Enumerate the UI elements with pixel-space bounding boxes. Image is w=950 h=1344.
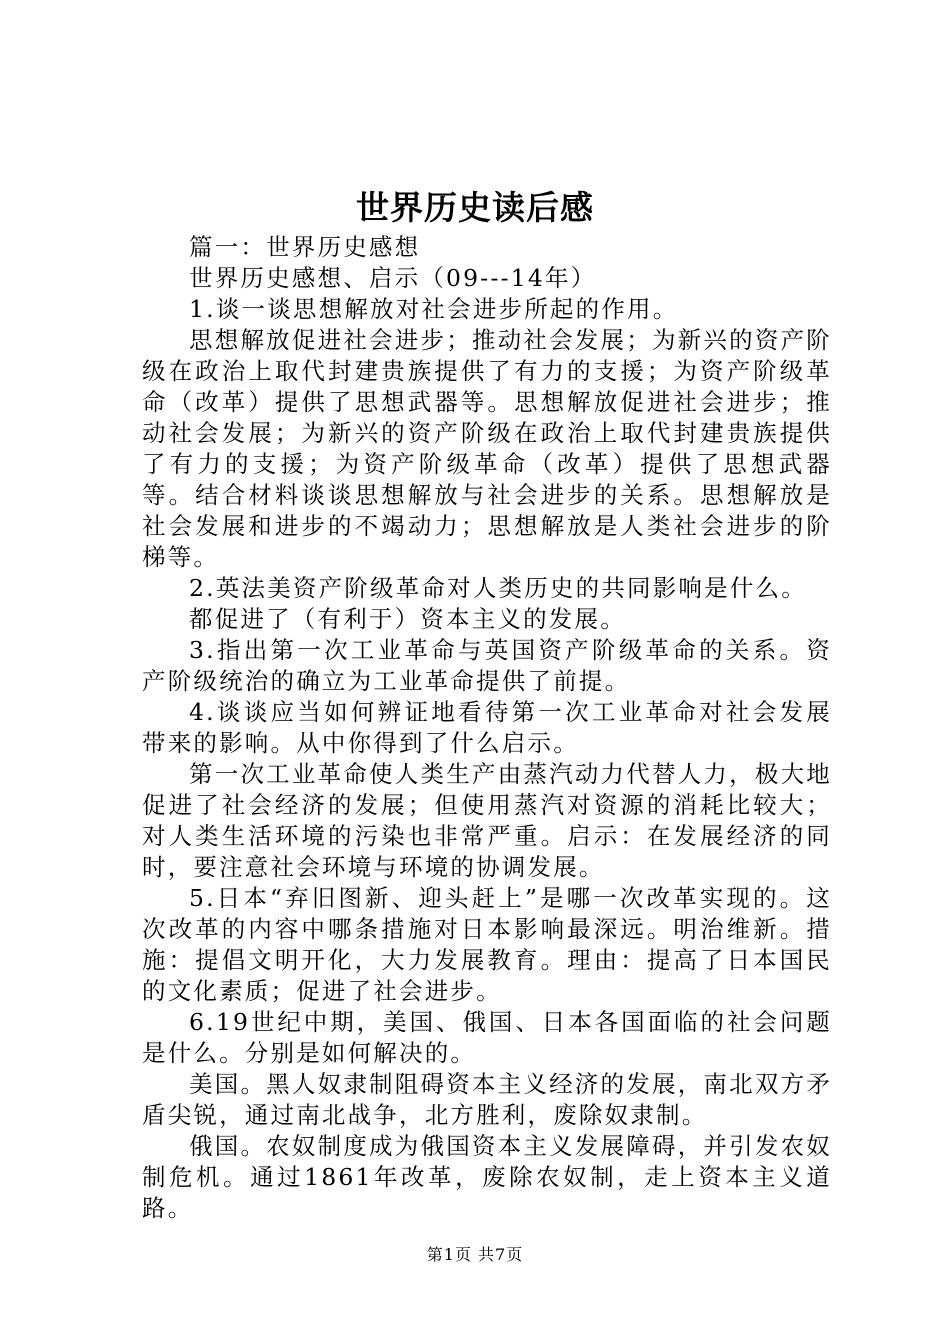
paragraph: 6.19世纪中期，美国、俄国、日本各国面临的社会问题是什么。分别是如何解决的。 <box>142 1008 832 1067</box>
paragraph: 4.谈谈应当如何辨证地看待第一次工业革命对社会发展带来的影响。从中你得到了什么启示。 <box>142 698 832 757</box>
paragraph: 1.谈一谈思想解放对社会进步所起的作用。 <box>189 295 679 323</box>
paragraph: 都促进了（有利于）资本主义的发展。 <box>189 605 626 633</box>
paragraph: 思想解放促进社会进步；推动社会发展；为新兴的资产阶级在政治上取代封建贵族提供了有力的支援；为资产阶级革命（改革）提供了思想武器等。思想解放促进社会进步；推动社会发展；为新兴的资产阶级在政治上取代封建贵族提供了有力的支援；为资产阶级革命（改革）提供了思想武器等。结合材料谈谈思想解放与社会进步的关系。思想解放是社会发展和进步的不竭动力；思想解放是人类社会进步的阶梯等。 <box>142 326 832 571</box>
paragraph: 5.日本“弃旧图新、迎头赶上”是哪一次改革实现的。这次改革的内容中哪条措施对日本影响最深远。明治维新。措施：提倡文明开化，大力发展教育。理由：提高了日本国民的文化素质；促进了社会进步。 <box>142 884 832 1005</box>
document-body <box>142 232 832 1224</box>
paragraph: 世界历史感想、启示（09---14年） <box>189 264 597 292</box>
page-footer: 第1页 共7页 <box>426 1245 524 1264</box>
paragraph: 篇一：世界历史感想 <box>189 233 421 261</box>
paragraph: 美国。黑人奴隶制阻碍资本主义经济的发展，南北双方矛盾尖锐，通过南北战争，北方胜利，废除奴隶制。 <box>142 1070 832 1129</box>
paragraph: 3.指出第一次工业革命与英国资产阶级革命的关系。资产阶级统治的确立为工业革命提供了前提。 <box>142 636 832 695</box>
page-title: 世界历史读后感 <box>356 188 594 227</box>
paragraph: 2.英法美资产阶级革命对人类历史的共同影响是什么。 <box>189 574 807 602</box>
paragraph: 第一次工业革命使人类生产由蒸汽动力代替人力，极大地促进了社会经济的发展；但使用蒸汽对资源的消耗比较大；对人类生活环境的污染也非常严重。启示：在发展经济的同时，要注意社会环境与环境的协调发展。 <box>142 760 832 881</box>
paragraph: 俄国。农奴制度成为俄国资本主义发展障碍，并引发农奴制危机。通过1861年改革，废除农奴制，走上资本主义道路。 <box>142 1132 832 1222</box>
